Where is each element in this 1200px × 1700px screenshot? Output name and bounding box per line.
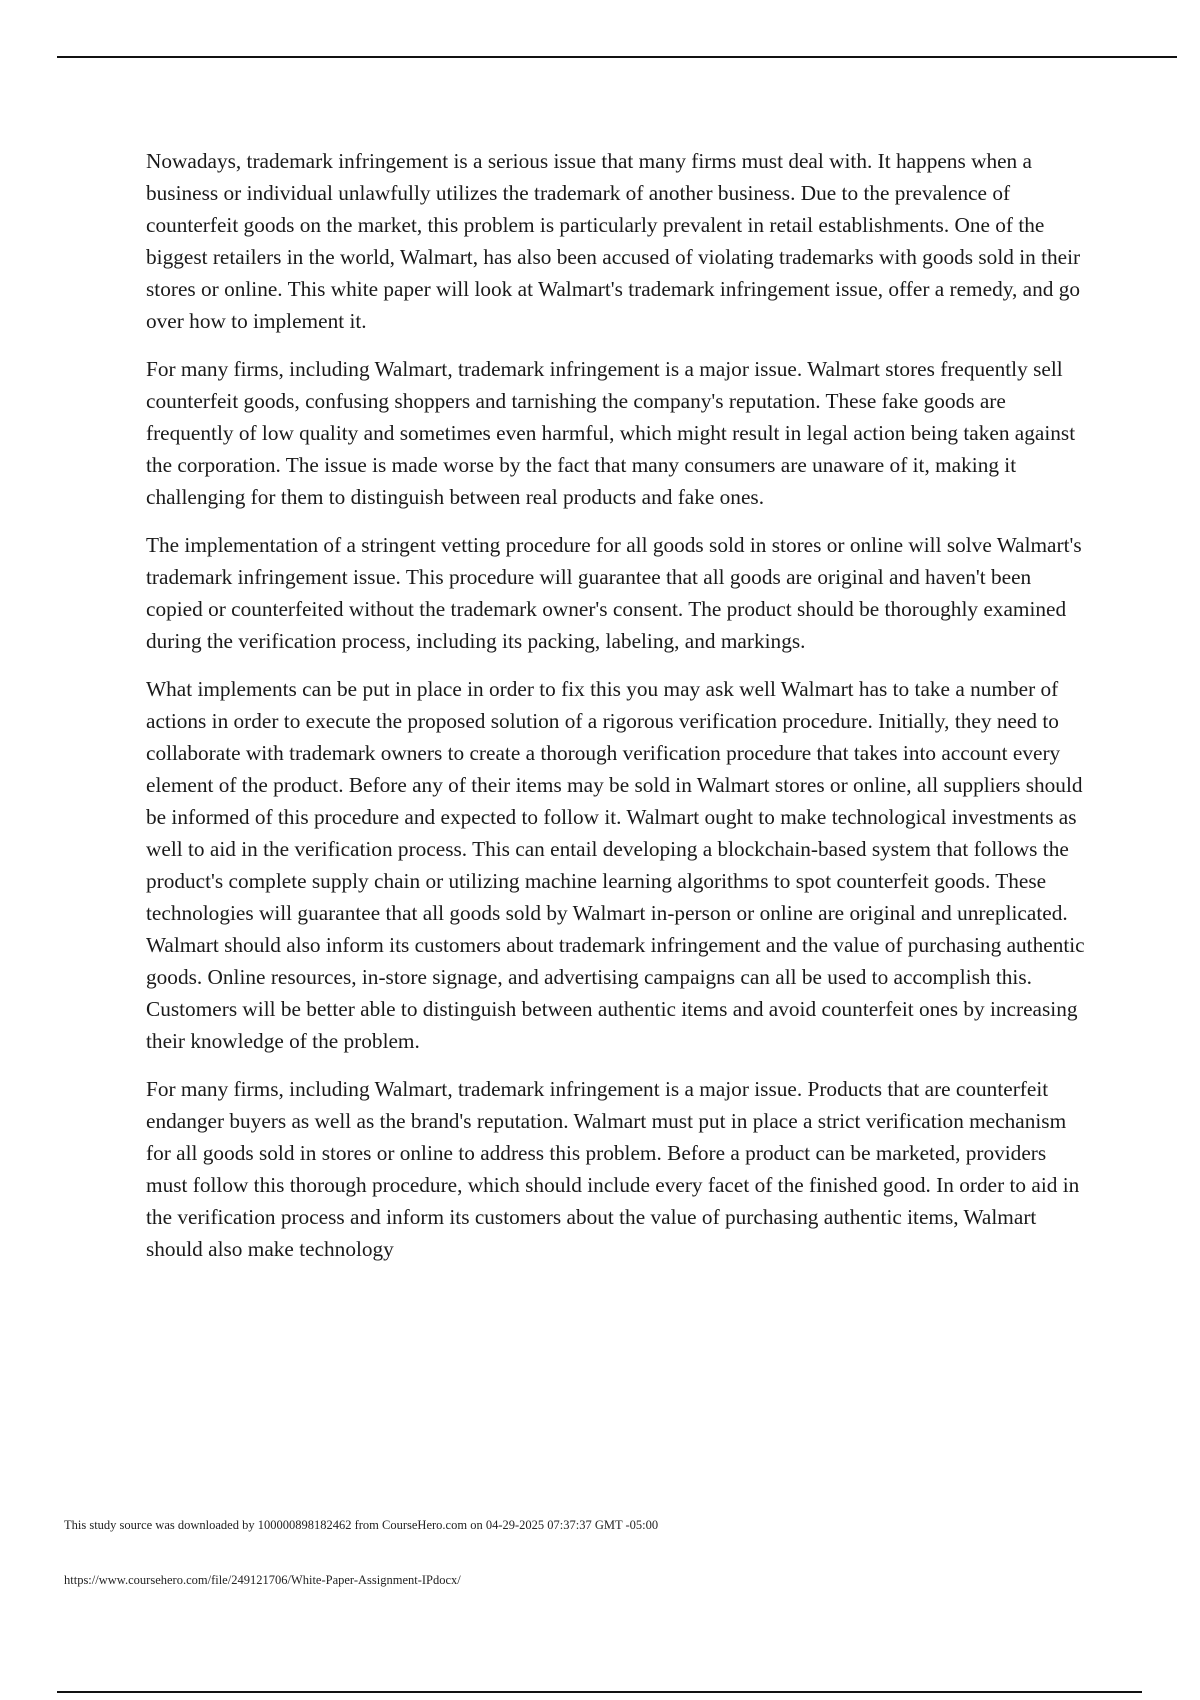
source-url[interactable]: https://www.coursehero.com/file/249121706/White-Paper-Assignment-IPdocx/ — [64, 1573, 461, 1587]
document-body — [146, 145, 1086, 1281]
paragraph-conclusion: For many firms, including Walmart, trademark infringement is a major issue. Products that are counterfeit endanger buyers as well as the brand's reputation. Walmart must put in place a strict verification mechanism for all goods sold in stores or online to address this problem. Before a product can be marketed, providers must follow this thorough procedure, which should include every facet of the finished good. In order to aid in the verification process and inform its customers about the value of purchasing authentic items, Walmart should also make technology — [146, 1077, 1080, 1261]
download-source-note: This study source was downloaded by 100000898182462 from CourseHero.com on 04-29-2025 07:37:37 GMT -05:00 — [64, 1518, 659, 1532]
top-divider — [57, 56, 1177, 58]
bottom-divider — [57, 1691, 1142, 1693]
paragraph-intro: Nowadays, trademark infringement is a serious issue that many firms must deal with. It happens when a business or individual unlawfully utilizes the trademark of another business. Due to the prevalence of counterfeit goods on the market, this problem is particularly prevalent in retail establishments. One of the biggest retailers in the world, Walmart, has also been accused of violating trademarks with goods sold in their stores or online. This white paper will look at Walmart's trademark infringement issue, offer a remedy, and go over how to implement it. — [146, 149, 1081, 333]
paragraph-implementation: What implements can be put in place in order to fix this you may ask well Walmart has to take a number of actions in order to execute the proposed solution of a rigorous verification procedure. Initially, they need to collaborate with trademark owners to create a thorough verification procedure that takes into account every element of the product. Before any of their items may be sold in Walmart stores or online, all suppliers should be informed of this procedure and expected to follow it. Walmart ought to make technological investments as well to aid in the verification process. This can entail developing a blockchain-based system that follows the product's complete supply chain or utilizing machine learning algorithms to spot counterfeit goods. These technologies will guarantee that all goods sold by Walmart in-person or online are original and unreplicated. Walmart should also inform its customers about trademark infringement and the value of purchasing authentic goods. Online resources, in-store signage, and advertising campaigns can all be used to accomplish this. Customers will be better able to distinguish between authentic items and avoid counterfeit ones by increasing their knowledge of the problem. — [146, 677, 1085, 1053]
paragraph-problem: For many firms, including Walmart, trademark infringement is a major issue. Walmart stores frequently sell counterfeit goods, confusing shoppers and tarnishing the company's reputation. These fake goods are frequently of low quality and sometimes even harmful, which might result in legal action being taken against the corporation. The issue is made worse by the fact that many consumers are unaware of it, making it challenging for them to distinguish between real products and fake ones. — [146, 357, 1076, 509]
paragraph-solution: The implementation of a stringent vetting procedure for all goods sold in stores or online will solve Walmart's trademark infringement issue. This procedure will guarantee that all goods are original and haven't been copied or counterfeited without the trademark owner's consent. The product should be thoroughly examined during the verification process, including its packing, labeling, and markings. — [146, 533, 1082, 653]
